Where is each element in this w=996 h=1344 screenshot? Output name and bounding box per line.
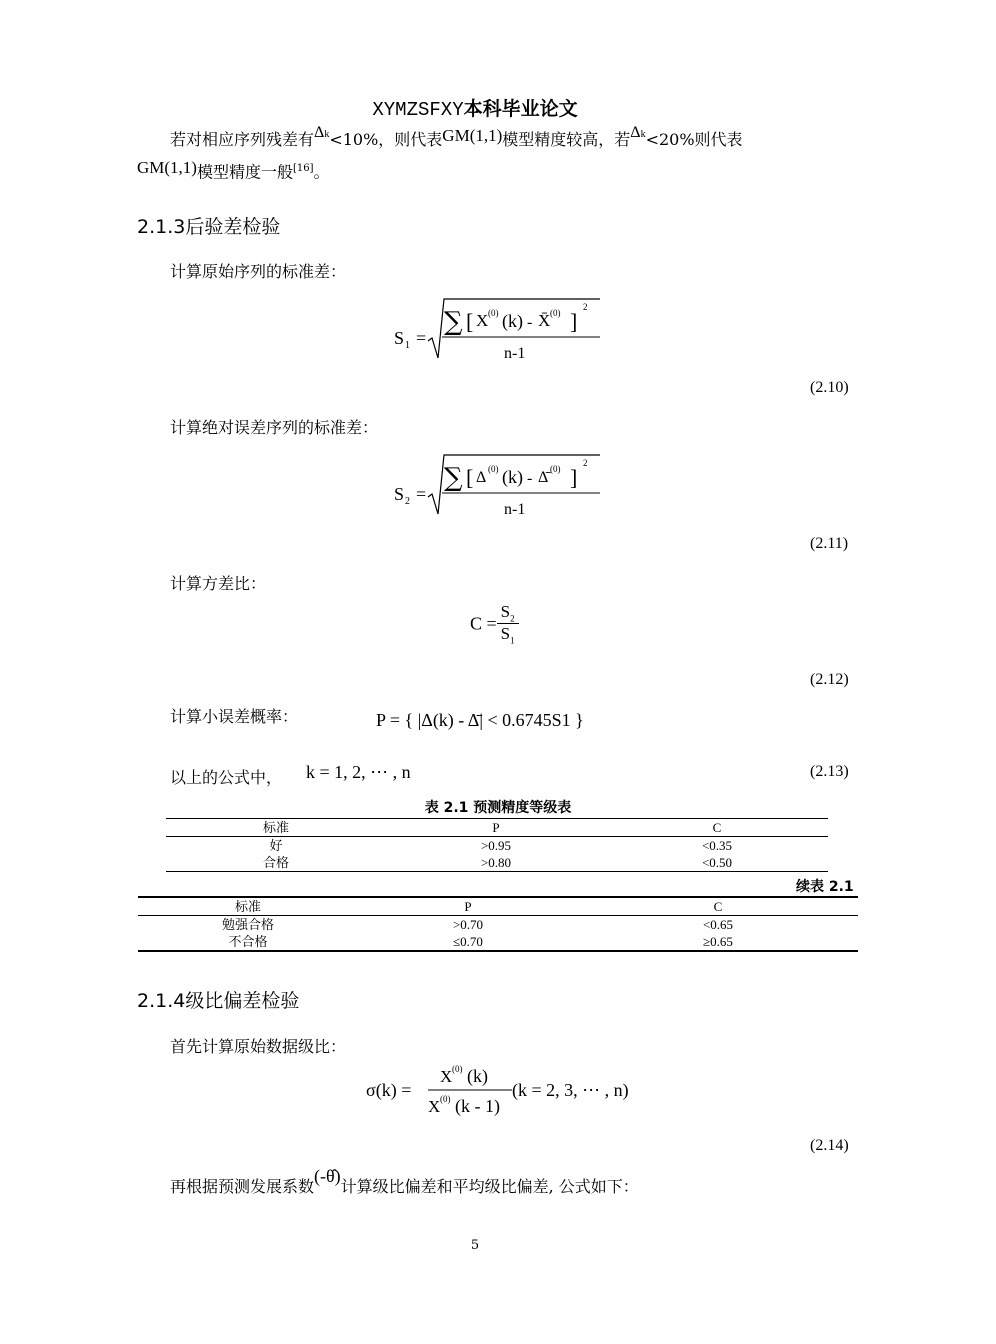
equation-2-13-clipped: P = { |Δ(k) - Δ̄| < 0.6745S1 }: [376, 710, 584, 730]
svg-text:(k): (k): [502, 467, 523, 487]
svg-text:σ(k) =: σ(k) =: [366, 1080, 412, 1100]
gm-label: GM(1,1): [442, 126, 503, 145]
svg-text:]: ]: [570, 465, 578, 490]
svg-text:=: =: [416, 328, 427, 348]
table-2-1: [166, 818, 828, 872]
svg-text:X̄: X̄: [538, 311, 551, 330]
equation-2-10-graphic: [394, 296, 614, 366]
table-row: 勉强合格 >0.70 <0.65: [221, 917, 734, 932]
para-forecast-coefficient: 再根据预测发展系数(-θ̂)计算级比偏差和平均级比偏差, 公式如下：: [170, 1166, 639, 1196]
para-level-ratio: 首先计算原始数据级比：: [170, 1037, 347, 1056]
para-small-error-prob: 计算小误差概率：: [170, 707, 299, 726]
page-number: 5: [470, 1238, 480, 1253]
table-2-1-continued-caption: 续表 2.1: [796, 879, 854, 895]
svg-text:∑: ∑: [444, 307, 463, 337]
section-heading-2-1-3: 2.1.3后验差检验: [137, 216, 281, 238]
header-latin: XYMZSFXY: [372, 99, 464, 121]
svg-text:n-1: n-1: [504, 501, 526, 518]
table-row: 好 >0.95 <0.35: [269, 838, 733, 853]
equation-number-2-12: (2.12): [810, 671, 849, 688]
equation-2-14-graphic: [366, 1060, 646, 1124]
equation-2-10: [394, 296, 614, 366]
equation-2-13-k-range: k = 1, 2, ⋯ , n: [306, 762, 411, 782]
svg-text:[: [: [466, 309, 474, 334]
equation-number-2-13: (2.13): [810, 763, 849, 780]
equation-2-11: [394, 452, 614, 522]
equation-2-11-graphic: [394, 452, 614, 522]
equation-number-2-14: (2.14): [810, 1137, 849, 1154]
svg-text:(0): (0): [452, 1064, 463, 1074]
svg-text:(k): (k): [502, 311, 523, 331]
table-2-1-caption: 表 2.1 预测精度等级表: [424, 800, 572, 816]
svg-text:S: S: [394, 328, 405, 348]
svg-text:(0): (0): [488, 308, 499, 318]
svg-text:-: -: [527, 314, 533, 331]
table-row: 合格 >0.80 <0.50: [262, 855, 733, 870]
svg-text:(k - 1): (k - 1): [455, 1096, 500, 1116]
table-header-row: 标准 P C: [138, 898, 858, 916]
svg-text:2: 2: [583, 458, 588, 468]
svg-text:Δ: Δ: [476, 469, 487, 486]
svg-text:[: [: [466, 465, 474, 490]
citation: [16]: [292, 163, 314, 174]
delta-symbol: Δk: [314, 124, 330, 141]
svg-text:2: 2: [405, 496, 410, 507]
header-cn: 本科毕业论文: [463, 98, 578, 120]
equation-number-2-10: (2.10): [810, 379, 849, 396]
svg-text:2: 2: [583, 302, 588, 312]
table-header-row: 标准 P C: [166, 819, 828, 837]
table-2-1-continued: [138, 896, 858, 952]
svg-text:S: S: [394, 484, 405, 504]
equation-number-2-11: (2.11): [810, 535, 849, 552]
svg-text:Δ̄: Δ̄: [538, 469, 549, 486]
svg-text:]: ]: [570, 309, 578, 334]
equation-2-14: [366, 1060, 646, 1124]
theta-symbol: (-θ̂): [314, 1166, 341, 1186]
para-residual-line2: GM(1,1)模型精度一般[16]。: [137, 158, 330, 182]
svg-text:n-1: n-1: [504, 345, 526, 362]
svg-text:X: X: [428, 1097, 441, 1116]
svg-text:(0): (0): [440, 1094, 451, 1104]
section-heading-2-1-4: 2.1.4级比偏差检验: [137, 990, 300, 1012]
svg-text:(0): (0): [550, 308, 561, 318]
delta-symbol-2: Δk: [630, 124, 646, 141]
svg-text:∑: ∑: [444, 463, 463, 493]
para-std: 计算原始序列的标准差：: [170, 262, 347, 281]
svg-text:-: -: [527, 470, 533, 487]
para-abs-std: 计算绝对误差序列的标准差：: [170, 418, 379, 437]
para-variance-ratio: 计算方差比：: [170, 574, 267, 593]
svg-text:=: =: [416, 484, 427, 504]
svg-text:X: X: [440, 1067, 453, 1086]
svg-text:(0): (0): [488, 464, 499, 474]
svg-text:(k): (k): [467, 1066, 488, 1086]
svg-text:(k = 2, 3, ⋯ , n): (k = 2, 3, ⋯ , n): [512, 1080, 629, 1100]
equation-2-12: C = $\frac{S_2}{S_1}$: [470, 602, 519, 646]
svg-text:1: 1: [405, 340, 410, 351]
para-where: 以上的公式中，: [170, 768, 283, 787]
para-residual-line1: 若对相应序列残差有Δk<10%，则代表GM(1,1)模型精度较高，若Δk<20%则代表: [170, 124, 743, 149]
svg-text:X: X: [476, 311, 489, 330]
svg-text:(0): (0): [550, 464, 561, 474]
table-row: 不合格 ≤0.70 ≥0.65: [228, 934, 733, 949]
running-header: [0, 94, 950, 121]
